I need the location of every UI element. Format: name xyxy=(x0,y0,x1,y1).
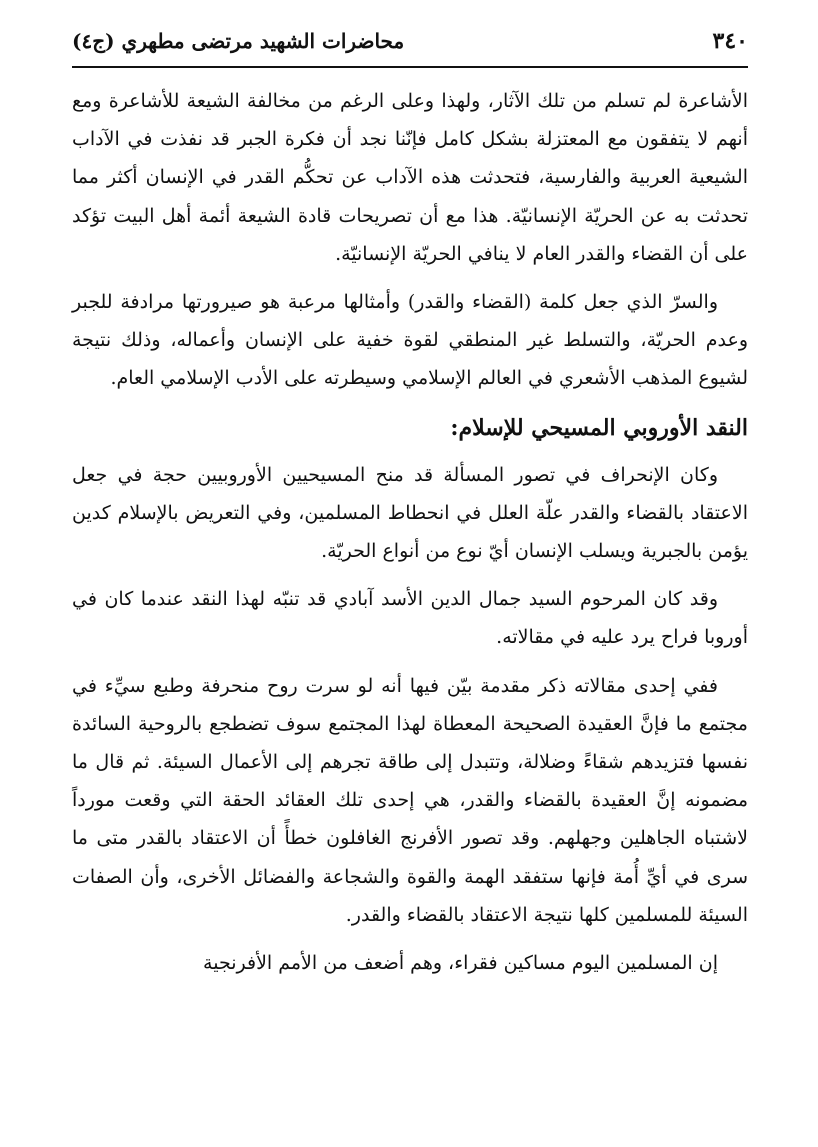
book-page xyxy=(72,28,748,992)
running-header xyxy=(72,28,748,62)
page-number: ٣٤٠ xyxy=(712,28,748,54)
header-rule xyxy=(72,66,748,68)
paragraph-6: إن المسلمين اليوم مساكين فقراء، وهم أضعف من الأمم الأفرنجية xyxy=(203,952,718,975)
paragraph-5: ففي إحدى مقالاته ذكر مقدمة بيّن فيها أنه لو سرت روح منحرفة وطبع سيِّء في مجتمع ما فإنَّ العقيدة الصحيحة المعطاة لهذا المجتمع سوف تضطجع بالروحية السائدة نفسها فتزيدهم شقاءً وضلالة، وتتبدل إلى طاقة تجرهم إلى الأعمال السيئة. ثم قال ما مضمونه إنَّ العقيدة بالقضاء والقدر، هي إحدى تلك العقائد الحقة التي وقعت مورداً لاشتباه الجاهلين وجهلهم. وقد تصور الأفرنج الغافلون خطأً أن الاعتقاد بالقدر متى ما سرى في أيِّ أُمة فإنها ستفقد الهمة والقوة والشجاعة والفضائل الأخرى، وأن الصفات السيئة للمسلمين كلها نتيجة الاعتقاد بالقضاء والقدر. xyxy=(72,674,748,926)
paragraph-1: الأشاعرة لم تسلم من تلك الآثار، ولهذا وعلى الرغم من مخالفة الشيعة للأشاعرة ومع أنهم لا يتفقون مع المعتزلة بشكل كامل فإنّنا نجد أن فكرة الجبر قد نفذت في الآداب الشيعية العربية والفارسية، فتحدثت هذه الآداب عن تحكُّم القدر في الإنسان أكثر مما تحدثت به عن الحريّة الإنسانيّة. هذا مع أن تصريحات قادة الشيعة أئمة أهل البيت تؤكد على أن القضاء والقدر العام لا ينافي الحريّة الإنسانيّة. xyxy=(72,90,748,265)
paragraph-2: والسرّ الذي جعل كلمة (القضاء والقدر) وأمثالها مرعبة هو صيرورتها مرادفة للجبر وعدم الحريّة، والتسلط غير المنطقي لقوة خفية على الإنسان وأعماله، وذلك نتيجة لشيوع المذهب الأشعري في العالم الإسلامي وسيطرته على الأدب الإسلامي العام. xyxy=(72,291,748,390)
paragraph-4: وقد كان المرحوم السيد جمال الدين الأسد آبادي قد تنبّه لهذا النقد عندما كان في أوروبا فراح يرد عليه في مقالاته. xyxy=(72,588,748,649)
section-heading: النقد الأوروبي المسيحي للإسلام: xyxy=(450,414,748,441)
paragraph-3: وكان الإنحراف في تصور المسألة قد منح المسيحيين الأوروبيين حجة في جعل الاعتقاد بالقضاء والقدر علّة العلل في انحطاط المسلمين، وفي التعريض بالإسلام كدين يؤمن بالجبرية ويسلب الإنسان أيّ نوع من أنواع الحريّة. xyxy=(72,463,748,563)
book-title: محاضرات الشهيد مرتضى مطهري (ج٤) xyxy=(72,29,405,53)
